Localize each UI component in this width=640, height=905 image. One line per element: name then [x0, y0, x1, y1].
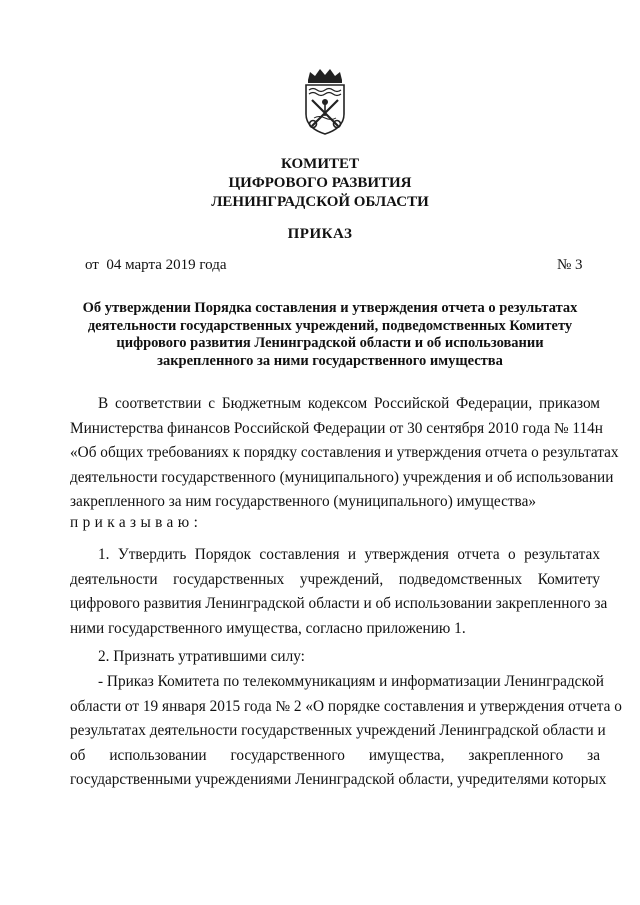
order-subject: [70, 300, 590, 370]
text-line: 1. Утвердить Порядок составления и утверждения отчета о результатах: [98, 546, 600, 563]
paragraph-item-1: [70, 543, 608, 641]
text-line: 2. Признать утратившими силу:: [98, 648, 305, 665]
text-line: деятельности государственного (муниципального) учреждения и об использовании: [70, 468, 614, 486]
coat-of-arms-emblem-icon: [300, 66, 350, 136]
order-verb: приказываю:: [70, 514, 203, 531]
subject-line: деятельности государственных учреждений, подведомственных Комитету: [87, 317, 573, 334]
text-line: деятельности государственных учреждений, подведомственных Комитету: [70, 570, 600, 588]
subject-line: Об утверждении Порядка составления и утверждения отчета о результатах: [82, 300, 578, 316]
text-line: ними государственного имущества, согласно приложению 1.: [70, 619, 466, 637]
order-title: ПРИКАЗ: [287, 226, 353, 242]
text-line: закрепленного за ним государственного (муниципального) имущества»: [70, 493, 537, 510]
text-line: цифрового развития Ленинградской области и об использовании закрепленного за: [70, 595, 608, 612]
order-date: от 04 марта 2019 года: [85, 257, 227, 273]
subject-line: закрепленного за ними государственного имущества: [157, 352, 503, 369]
text-line: области от 19 января 2015 года № 2 «О порядке составления и утверждения отчета о: [70, 697, 622, 715]
committee-name-line1: КОМИТЕТ: [280, 156, 359, 172]
paragraph-item-2: [70, 645, 600, 670]
text-line: Министерства финансов Российской Федерации от 30 сентября 2010 года № 114н: [70, 419, 603, 437]
paragraph-preamble: [70, 392, 619, 515]
committee-name-line3: ЛЕНИНГРАДСКОЙ ОБЛАСТИ: [211, 194, 429, 210]
text-line: результатах деятельности государственных учреждений Ленинградской области и: [70, 722, 606, 739]
order-number: № 3: [557, 257, 583, 273]
committee-name-line2: ЦИФРОВОГО РАЗВИТИЯ: [228, 175, 412, 191]
subject-line: цифрового развития Ленинградской области и об использовании: [116, 335, 544, 351]
text-line: «Об общих требованиях к порядку составления и утверждения отчета о результатах: [70, 444, 619, 461]
text-line: В соответствии с Бюджетным кодексом Российской Федерации, приказом: [98, 395, 600, 412]
text-line: - Приказ Комитета по телекоммуникациям и информатизации Ленинградской: [98, 673, 604, 690]
text-line: государственными учреждениями Ленинградской области, учредителями которых: [70, 771, 607, 788]
paragraph-repealed-order: [70, 670, 622, 793]
text-line: об использовании государственного имущества, закрепленного за: [70, 746, 600, 764]
